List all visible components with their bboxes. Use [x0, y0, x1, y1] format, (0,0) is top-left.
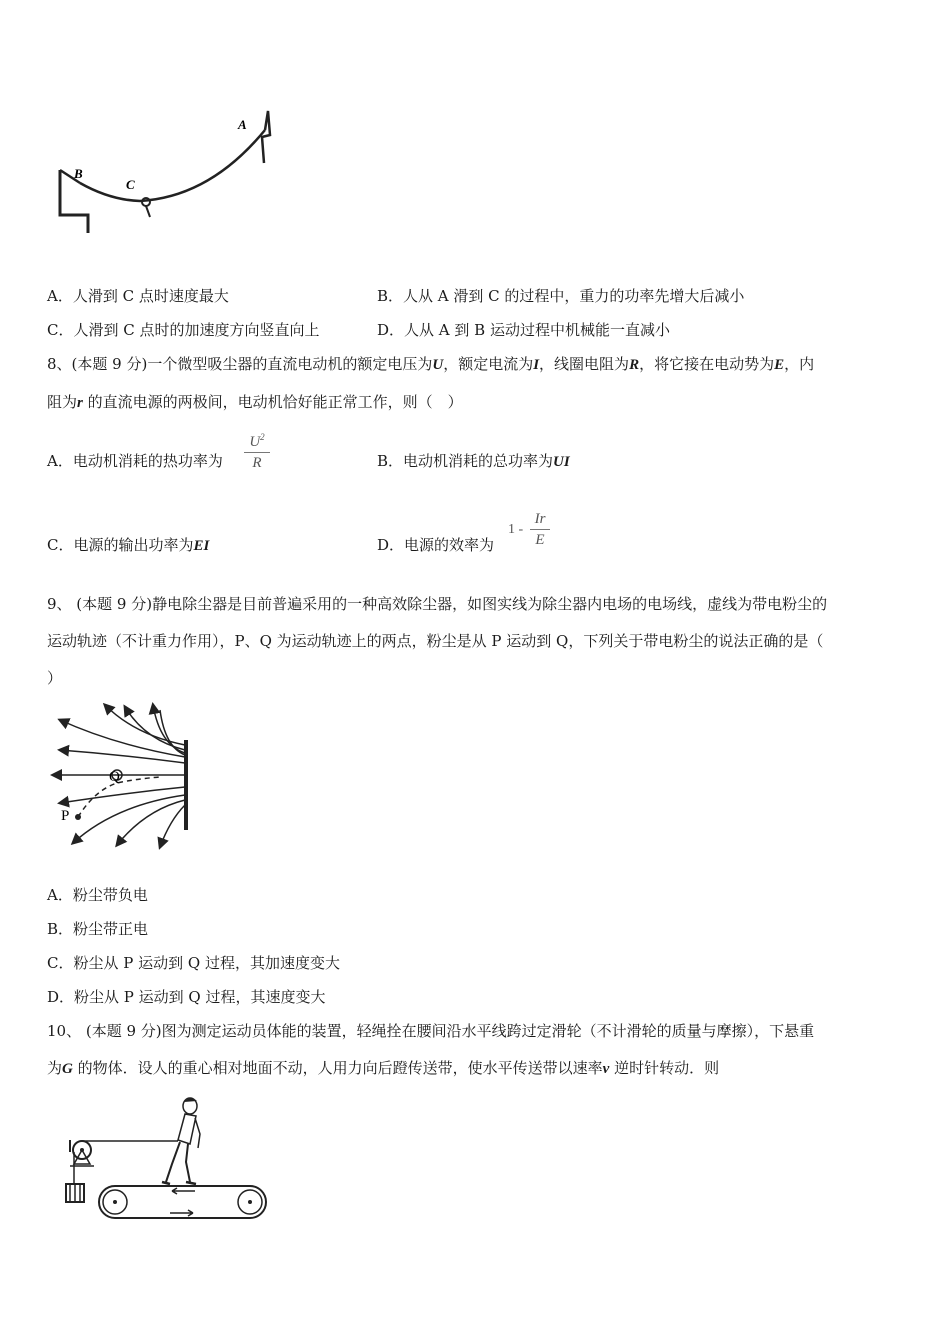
q7-option-d: D．人从 A 到 B 运动过程中机械能一直减小 — [377, 321, 670, 339]
q8-option-a-numerator: $U^2$ — [249, 432, 265, 450]
q8-option-a: A．电动机消耗的热功率为 — [47, 452, 223, 470]
q8-option-a-fraction — [244, 428, 270, 472]
q9-label-p: P — [61, 808, 70, 824]
q7-option-a: A．人滑到 C 点时速度最大 — [47, 287, 229, 305]
q10-treadmill-figure — [60, 1092, 275, 1227]
q7-label-b: B — [74, 166, 83, 181]
q10-stem-line1: 10、 (本题 9 分)图为测定运动员体能的装置，轻绳拴在腰间沿水平线跨过定滑轮（不计滑轮的质量与摩擦），下悬重 — [47, 1022, 815, 1040]
q9-stem-line1: 9、 (本题 9 分)静电除尘器是目前普遍采用的一种高效除尘器，如图实线为除尘器内电场的电场线，虚线为带电粉尘的 — [47, 595, 828, 613]
q9-field-figure — [45, 695, 195, 860]
q8-option-d: D．电源的效率为 — [377, 536, 495, 554]
q9-field-line — [160, 805, 185, 847]
q9-option-c: C．粉尘从 P 运动到 Q 过程，其加速度变大 — [47, 954, 340, 972]
q7-track-figure — [40, 105, 290, 245]
q7-label-a: A — [238, 117, 247, 132]
q8-option-d-denominator: E — [535, 532, 545, 548]
q7-label-c: C — [126, 177, 135, 192]
q10-belt-arrow-bottom — [170, 1210, 193, 1216]
q8-option-b: B．电动机消耗的总功率为UI — [377, 452, 570, 470]
q8-option-c: C．电源的输出功率为EI — [47, 536, 210, 554]
q9-point-p — [75, 814, 81, 820]
q10-stem-line2: 为G 的物体．设人的重心相对地面不动，人用力向后蹬传送带，使水平传送带以速率v 逆时针转动．则 — [47, 1059, 720, 1077]
q8-option-a-denominator: R — [252, 455, 262, 471]
q9-field-line — [60, 787, 185, 803]
q8-stem-line1: 8、(本题 9 分)一个微型吸尘器的直流电动机的额定电压为U，额定电流为I，线圈电阻为R，将它接在电动势为E，内 — [47, 355, 815, 373]
q9-stem-line2: 运动轨迹（不计重力作用），P、Q 为运动轨迹上的两点，粉尘是从 P 运动到 Q，下列关于带电粉尘的说法正确的是（ — [47, 632, 824, 650]
q7-option-b: B．人从 A 滑到 C 的过程中，重力的功率先增大后减小 — [377, 287, 745, 305]
q7-right-platform — [262, 111, 270, 163]
q9-label-q: Q — [109, 769, 120, 785]
q9-stem-line3: ） — [47, 669, 63, 687]
q9-field-line — [153, 705, 185, 753]
q8-option-d-numerator: Ir — [534, 511, 546, 527]
q7-option-c: C．人滑到 C 点时的加速度方向竖直向上 — [47, 321, 320, 339]
q10-belt-arrow-top — [172, 1188, 195, 1194]
q8-option-d-prefix: 1 - — [508, 522, 524, 537]
q9-option-a: A．粉尘带负电 — [47, 886, 148, 904]
q7-curve-track — [80, 130, 265, 201]
q9-option-d: D．粉尘从 P 运动到 Q 过程，其速度变大 — [47, 988, 326, 1006]
q8-option-d-fraction — [530, 510, 550, 549]
q9-option-b: B．粉尘带正电 — [47, 920, 149, 938]
q9-field-line — [105, 705, 185, 745]
q8-stem-line2: 阻为r 的直流电源的两极间，电动机恰好能正常工作，则（ ） — [47, 393, 463, 411]
q9-field-line — [60, 750, 185, 763]
q9-field-line — [117, 800, 185, 845]
